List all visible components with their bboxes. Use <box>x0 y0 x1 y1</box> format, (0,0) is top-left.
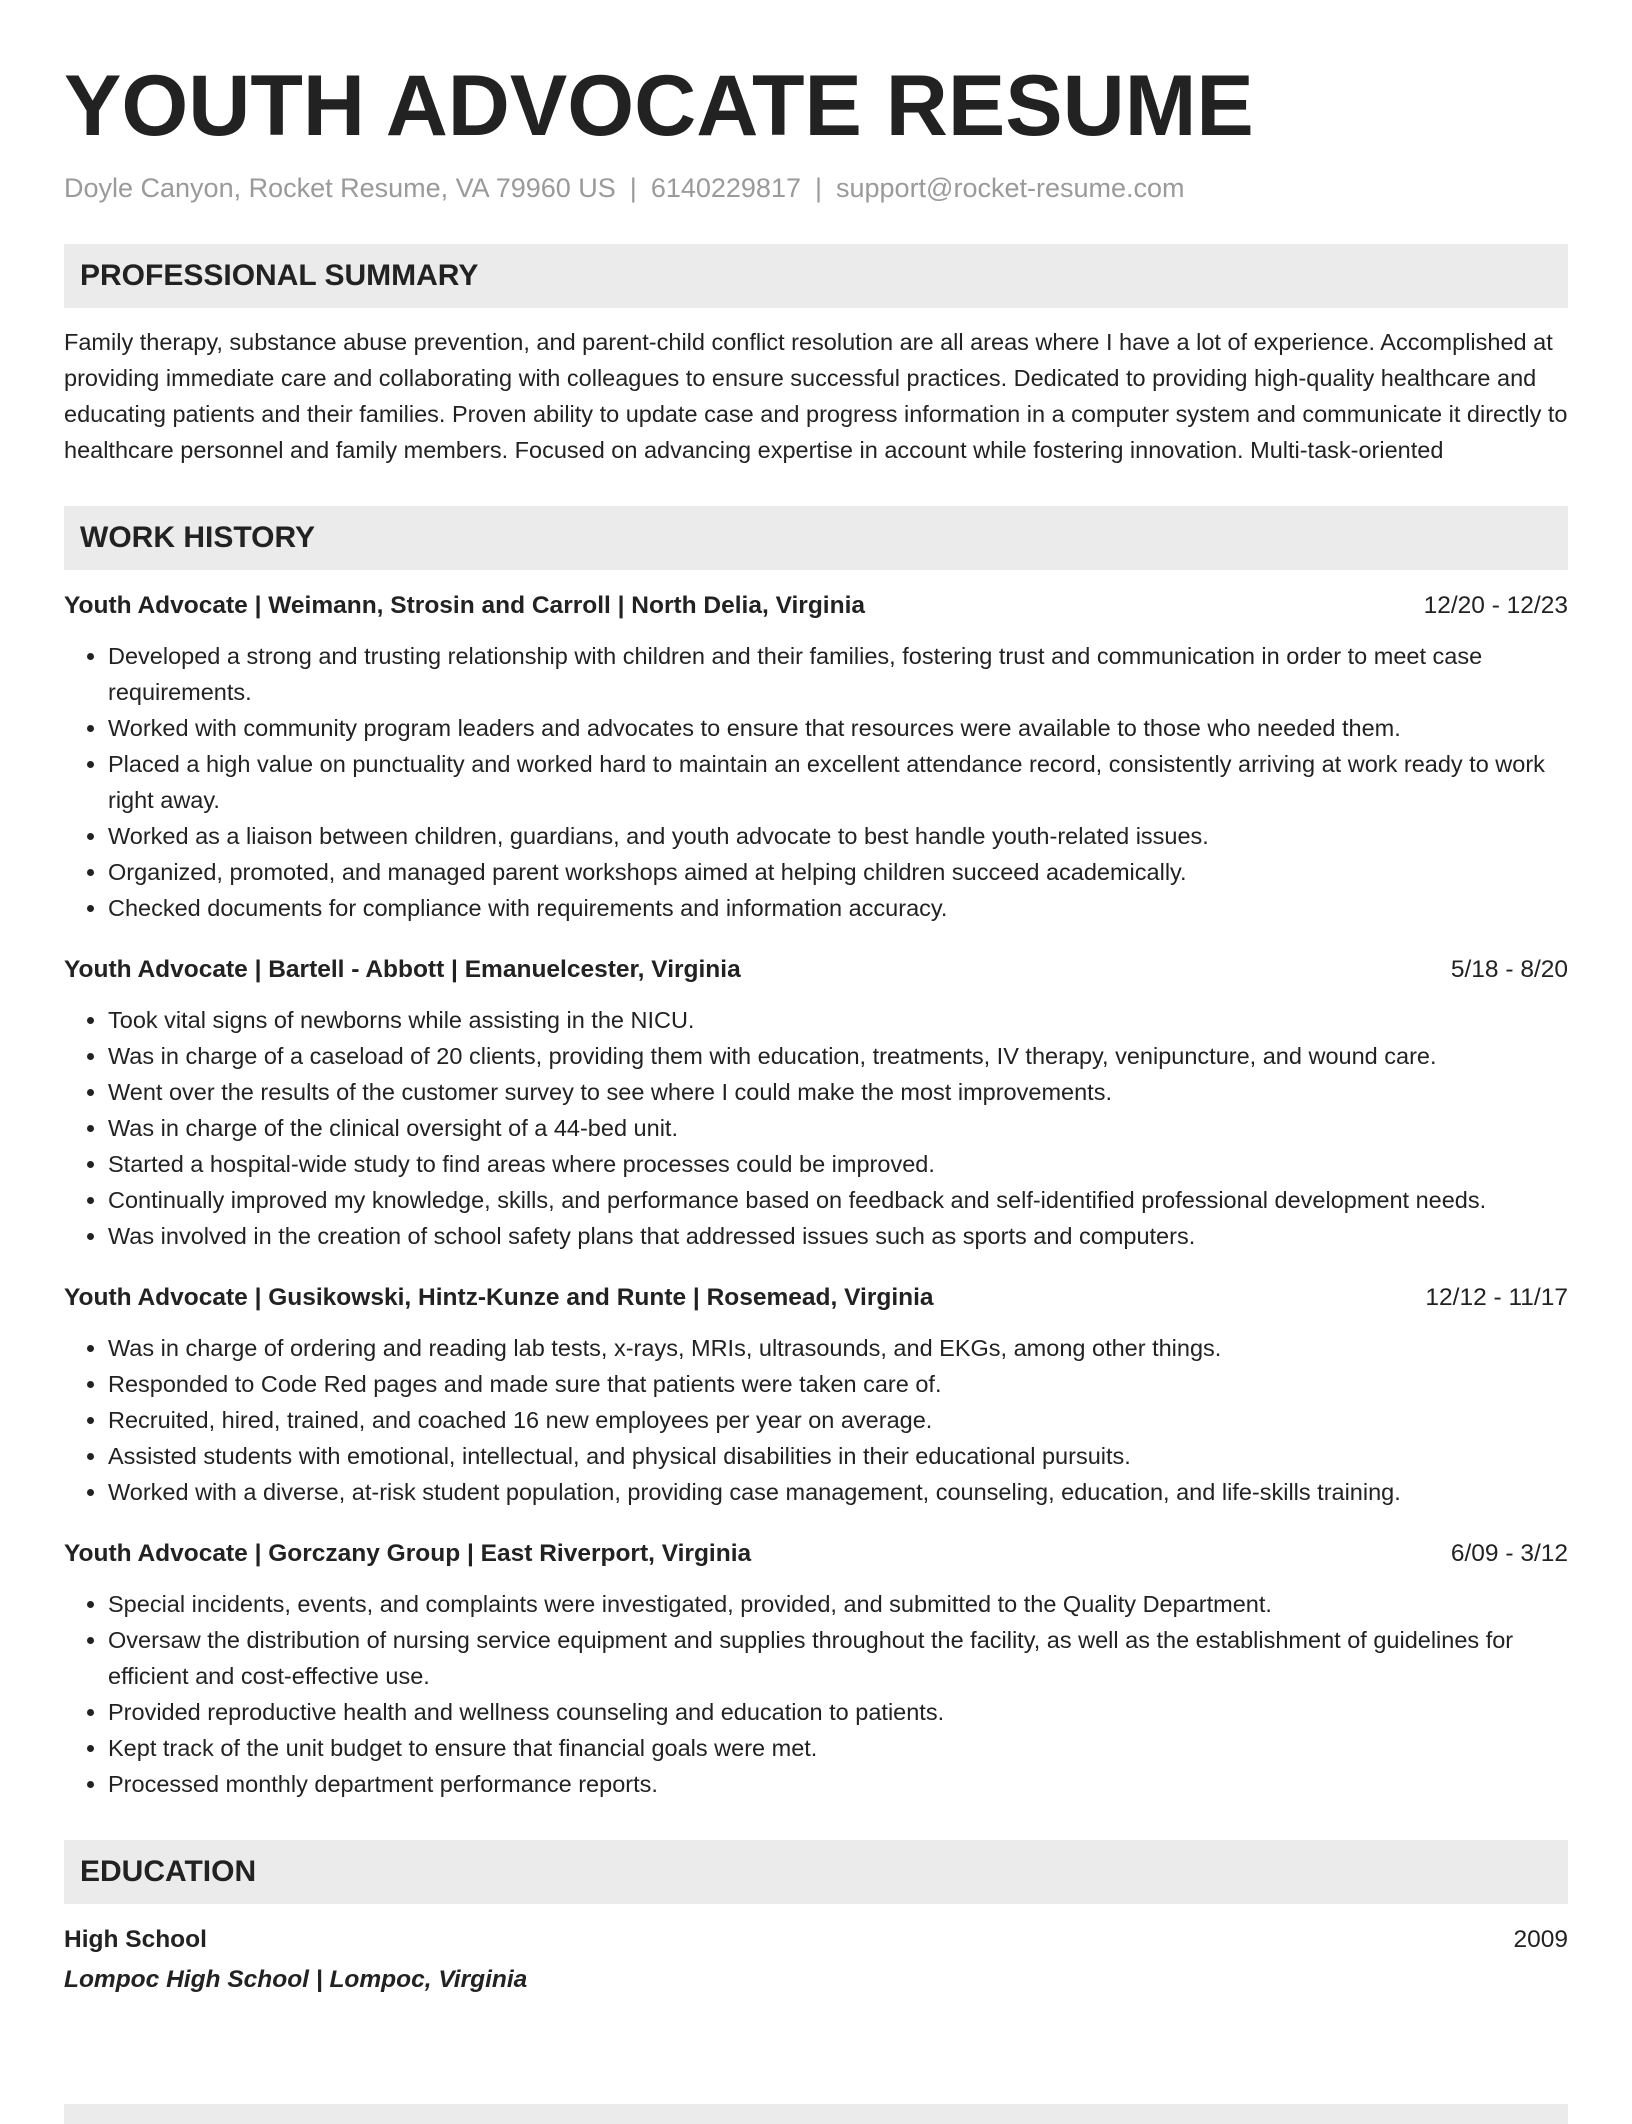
job-bullet: • Went over the results of the customer survey to see where I could make the most improvements. <box>108 1074 1568 1110</box>
job-bullet: • Worked with community program leaders and advocates to ensure that resources were available to those who needed them. <box>108 710 1568 746</box>
job-dates: 12/20 - 12/23 <box>1423 592 1568 619</box>
job-title: Youth Advocate | Bartell - Abbott | Emanuelcester, Virginia <box>64 956 741 983</box>
contact-line <box>64 170 1568 206</box>
contact-separator: | <box>629 173 637 203</box>
job-bullet: • Responded to Code Red pages and made sure that patients were taken care of. <box>108 1366 1568 1402</box>
education-year: 2009 <box>1513 1926 1568 1953</box>
job-entry <box>64 1280 1568 1510</box>
job-dates: 5/18 - 8/20 <box>1450 956 1568 983</box>
job-bullet: • Continually improved my knowledge, skills, and performance based on feedback and self-identified professional development needs. <box>108 1182 1568 1218</box>
job-bullet-list <box>64 1586 1568 1802</box>
contact-phone: 6140229817 <box>650 173 801 203</box>
job-bullet: • Placed a high value on punctuality and worked hard to maintain an excellent attendance record, consistently arriving at work ready to work right away. <box>108 746 1568 818</box>
work-history-list <box>64 588 1568 1802</box>
job-entry <box>64 588 1568 926</box>
job-bullet: • Processed monthly department performance reports. <box>108 1766 1568 1802</box>
job-header <box>64 952 1568 988</box>
job-bullet: • Recruited, hired, trained, and coached 16 new employees per year on average. <box>108 1402 1568 1438</box>
next-section-bar <box>64 2104 1568 2124</box>
job-title: Youth Advocate | Weimann, Strosin and Carroll | North Delia, Virginia <box>64 592 866 619</box>
job-header <box>64 588 1568 624</box>
job-bullet-list <box>64 1330 1568 1510</box>
job-header <box>64 1280 1568 1316</box>
job-bullet: • Was involved in the creation of school safety plans that addressed issues such as sports and computers. <box>108 1218 1568 1254</box>
job-bullet: • Checked documents for compliance with requirements and information accuracy. <box>108 890 1568 926</box>
job-title: Youth Advocate | Gorczany Group | East Riverport, Virginia <box>64 1540 752 1567</box>
section-heading-summary: PROFESSIONAL SUMMARY <box>64 244 1568 308</box>
resume-title: YOUTH ADVOCATE RESUME <box>64 58 1254 154</box>
education-school: Lompoc High School | Lompoc, Virginia <box>64 1966 528 1993</box>
job-dates: 12/12 - 11/17 <box>1425 1284 1568 1311</box>
education-entry <box>64 1922 1568 1998</box>
job-bullet: • Special incidents, events, and complaints were investigated, provided, and submitted to the Quality Department. <box>108 1586 1568 1622</box>
job-dates: 6/09 - 3/12 <box>1450 1540 1568 1567</box>
education-degree: High School <box>64 1926 207 1953</box>
job-bullet: • Assisted students with emotional, intellectual, and physical disabilities in their educational pursuits. <box>108 1438 1568 1474</box>
education-header <box>64 1922 1568 1958</box>
job-bullet: • Started a hospital-wide study to find areas where processes could be improved. <box>108 1146 1568 1182</box>
contact-separator: | <box>814 173 822 203</box>
job-bullet: • Developed a strong and trusting relationship with children and their families, fostering trust and communication in order to meet case requirements. <box>108 638 1568 710</box>
job-bullet: • Took vital signs of newborns while assisting in the NICU. <box>108 1002 1568 1038</box>
job-bullet-list <box>64 1002 1568 1254</box>
job-bullet: • Worked as a liaison between children, guardians, and youth advocate to best handle youth-related issues. <box>108 818 1568 854</box>
job-entry <box>64 952 1568 1254</box>
job-bullet: • Worked with a diverse, at-risk student population, providing case management, counseling, education, and life-skills training. <box>108 1474 1568 1510</box>
job-bullet-list <box>64 638 1568 926</box>
summary-text: Family therapy, substance abuse prevention, and parent-child conflict resolution are all areas where I have a lot of experience. Accomplished at providing immediate care and collaborating with colleagues to ensure successful practices. Dedicated to providing high-quality healthcare and educating patients and their families. Proven ability to update case and progress information in a computer system and communicate it directly to healthcare personnel and family members. Focused on advancing expertise in account while fostering innovation. Multi-task-oriented <box>64 329 1568 463</box>
job-bullet: • Was in charge of the clinical oversight of a 44-bed unit. <box>108 1110 1568 1146</box>
job-bullet: • Organized, promoted, and managed parent workshops aimed at helping children succeed academically. <box>108 854 1568 890</box>
job-bullet: • Was in charge of a caseload of 20 clients, providing them with education, treatments, IV therapy, venipuncture, and wound care. <box>108 1038 1568 1074</box>
job-entry <box>64 1536 1568 1802</box>
section-heading-education: EDUCATION <box>64 1840 1568 1904</box>
job-header <box>64 1536 1568 1572</box>
section-heading-work-history: WORK HISTORY <box>64 506 1568 570</box>
job-bullet: • Kept track of the unit budget to ensure that financial goals were met. <box>108 1730 1568 1766</box>
job-bullet: • Was in charge of ordering and reading lab tests, x-rays, MRIs, ultrasounds, and EKGs, among other things. <box>108 1330 1568 1366</box>
contact-address: Doyle Canyon, Rocket Resume, VA 79960 US <box>64 173 616 203</box>
job-title: Youth Advocate | Gusikowski, Hintz-Kunze and Runte | Rosemead, Virginia <box>64 1284 934 1311</box>
job-bullet: • Oversaw the distribution of nursing service equipment and supplies throughout the facility, as well as the establishment of guidelines for efficient and cost-effective use. <box>108 1622 1568 1694</box>
job-bullet: • Provided reproductive health and wellness counseling and education to patients. <box>108 1694 1568 1730</box>
contact-email: support@rocket-resume.com <box>836 173 1185 203</box>
